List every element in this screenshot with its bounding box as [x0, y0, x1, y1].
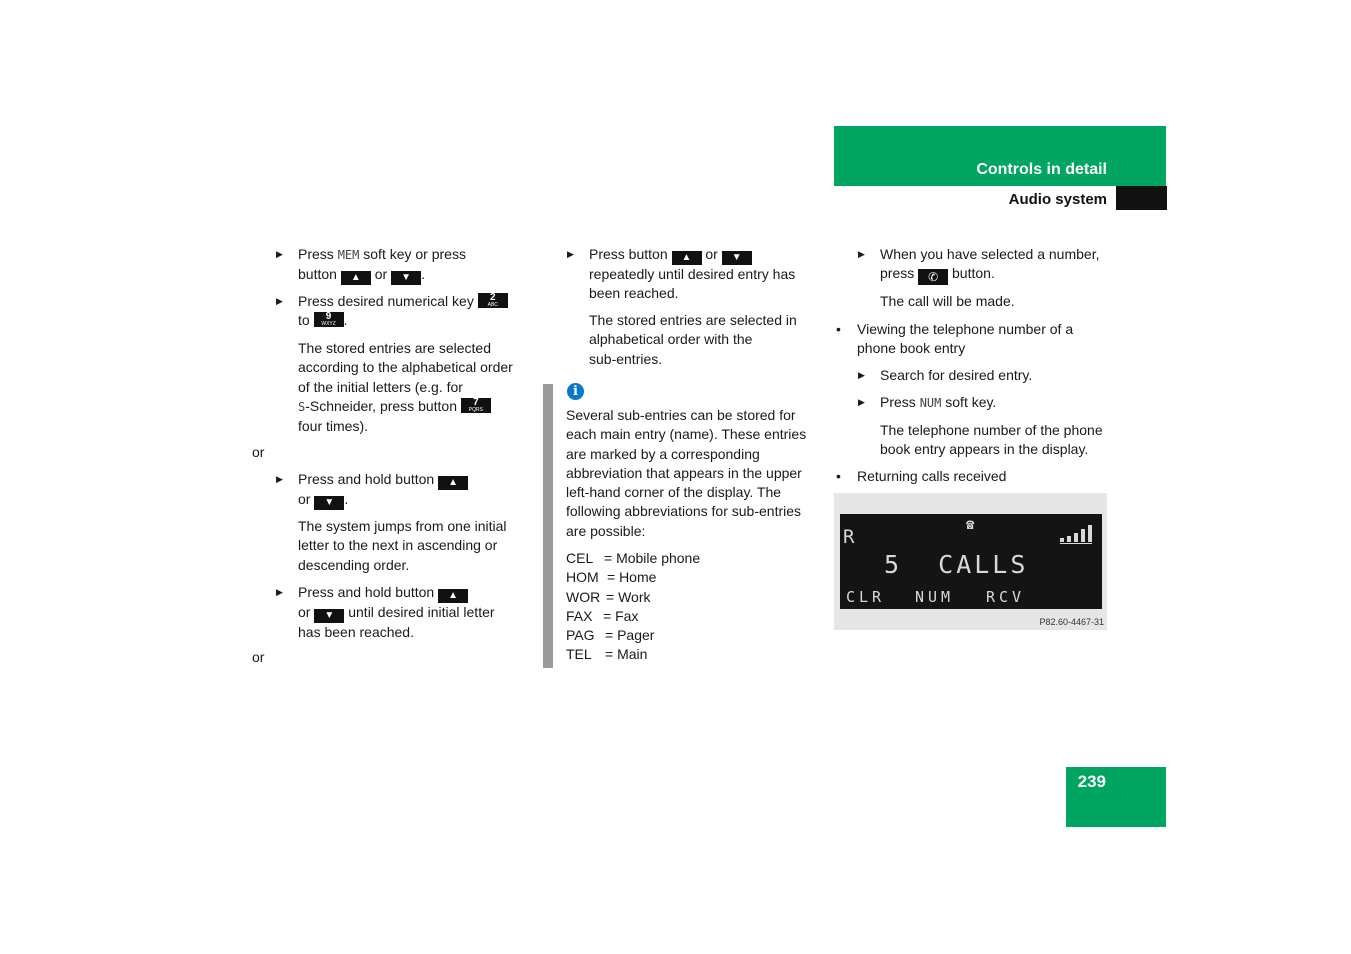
lcd-phone-icon: ☎	[966, 517, 975, 533]
info-text: Several sub-entries can be stored for each main entry (name). These entries are marked by a corresponding abbreviation that appears in the upper left-hand corner of the display. The following abbreviations for sub-entries are possible:	[566, 407, 807, 539]
image-code: P82.60-4467-31	[1039, 617, 1104, 627]
note-sub-entries-order: The stored entries are selected in alphabetical order with the sub-entries.	[589, 312, 797, 367]
step-mem-softkey: Press MEM soft key or press button ▲ or ▼ .	[298, 246, 466, 284]
step-arrow-icon: ▶	[858, 249, 865, 259]
signal-strength-icon	[1060, 523, 1100, 544]
step-press-hold-until: Press and hold button ▲ or ▼ until desired initial letter has been reached.	[298, 584, 495, 640]
key-2-icon: 2 ABC	[478, 293, 508, 308]
bullet-view-number: Viewing the telephone number of a phone book entry	[857, 321, 1074, 357]
section-title: Controls in detail	[976, 161, 1107, 178]
mem-softkey-label: MEM	[337, 248, 360, 262]
result-number-shown: The telephone number of the phone book entry appears in the display.	[880, 422, 1103, 458]
abbreviation-row: CEL = Mobile phone	[566, 550, 701, 566]
lcd-screen	[840, 514, 1102, 609]
abbreviation-row: FAX = Fax	[566, 607, 639, 624]
step-press-send: When you have selected a number, press ✆ button.	[880, 246, 1100, 285]
result-call-made: The call will be made.	[880, 293, 1015, 309]
step-arrow-icon: ▶	[858, 370, 865, 380]
lcd-softkey-clr: CLR	[846, 588, 886, 606]
lcd-softkey-rcv: RCV	[986, 588, 1026, 606]
up-arrow-button-icon: ▲	[438, 476, 468, 490]
step-search-entry: Search for desired entry.	[880, 367, 1033, 383]
num-softkey-label: NUM	[919, 396, 942, 410]
step-arrow-icon: ▶	[276, 296, 283, 306]
subsection-title: Audio system	[1008, 191, 1107, 208]
info-box-bar	[543, 384, 553, 668]
down-arrow-button-icon: ▼	[314, 609, 344, 623]
step-arrow-icon: ▶	[567, 249, 574, 259]
or-label: or	[252, 649, 265, 665]
step-arrow-icon: ▶	[858, 397, 865, 407]
step-press-num: Press NUM soft key.	[880, 394, 997, 410]
bullet-icon: •	[836, 468, 841, 484]
down-arrow-button-icon: ▼	[314, 496, 344, 510]
abbreviation-list	[566, 549, 821, 665]
up-arrow-button-icon: ▲	[438, 589, 468, 603]
step-arrow-icon: ▶	[276, 587, 283, 597]
abbreviation-row: WOR = Work	[566, 588, 651, 605]
bullet-icon: •	[836, 321, 841, 337]
key-9-icon: 9 WXYZ	[314, 312, 344, 327]
page-number: 239	[1077, 772, 1106, 791]
step-press-hold: Press and hold button ▲ or ▼ .	[298, 470, 538, 510]
note-initial-letter-jump: The system jumps from one initial letter to the next in ascending or descending order.	[298, 518, 507, 573]
step-arrow-icon: ▶	[276, 249, 283, 259]
lcd-corner-indicator: R	[843, 526, 855, 548]
subsection-marker	[1116, 186, 1167, 210]
lcd-main-text: 5 CALLS	[884, 550, 1029, 579]
note-alphabetical-order: The stored entries are selected according to the alphabetical order of the initial letters (e.g. for S-Schneider, press button 7 PQRS four times).	[298, 340, 513, 435]
display-figure	[834, 493, 1107, 630]
down-arrow-button-icon: ▼	[722, 251, 752, 265]
phone-send-button-icon: ✆	[918, 269, 948, 285]
bullet-returning-calls: Returning calls received	[857, 468, 1007, 484]
up-arrow-button-icon: ▲	[341, 271, 371, 285]
or-label: or	[252, 444, 265, 460]
info-icon: i	[567, 383, 584, 400]
abbreviation-row: TEL = Main	[566, 646, 648, 663]
up-arrow-button-icon: ▲	[672, 251, 702, 265]
step-press-repeatedly: Press button ▲ or ▼ repeatedly until desired entry has been reached.	[589, 246, 796, 302]
step-arrow-icon: ▶	[276, 474, 283, 484]
lcd-softkey-num: NUM	[915, 588, 955, 606]
step-numerical-key: Press desired numerical key 2 ABC to 9 WXYZ .	[298, 292, 538, 331]
key-7-icon: 7 PQRS	[461, 398, 491, 413]
down-arrow-button-icon: ▼	[391, 271, 421, 285]
abbreviation-row: HOM = Home	[566, 569, 657, 586]
abbreviation-row: PAG = Pager	[566, 627, 655, 644]
